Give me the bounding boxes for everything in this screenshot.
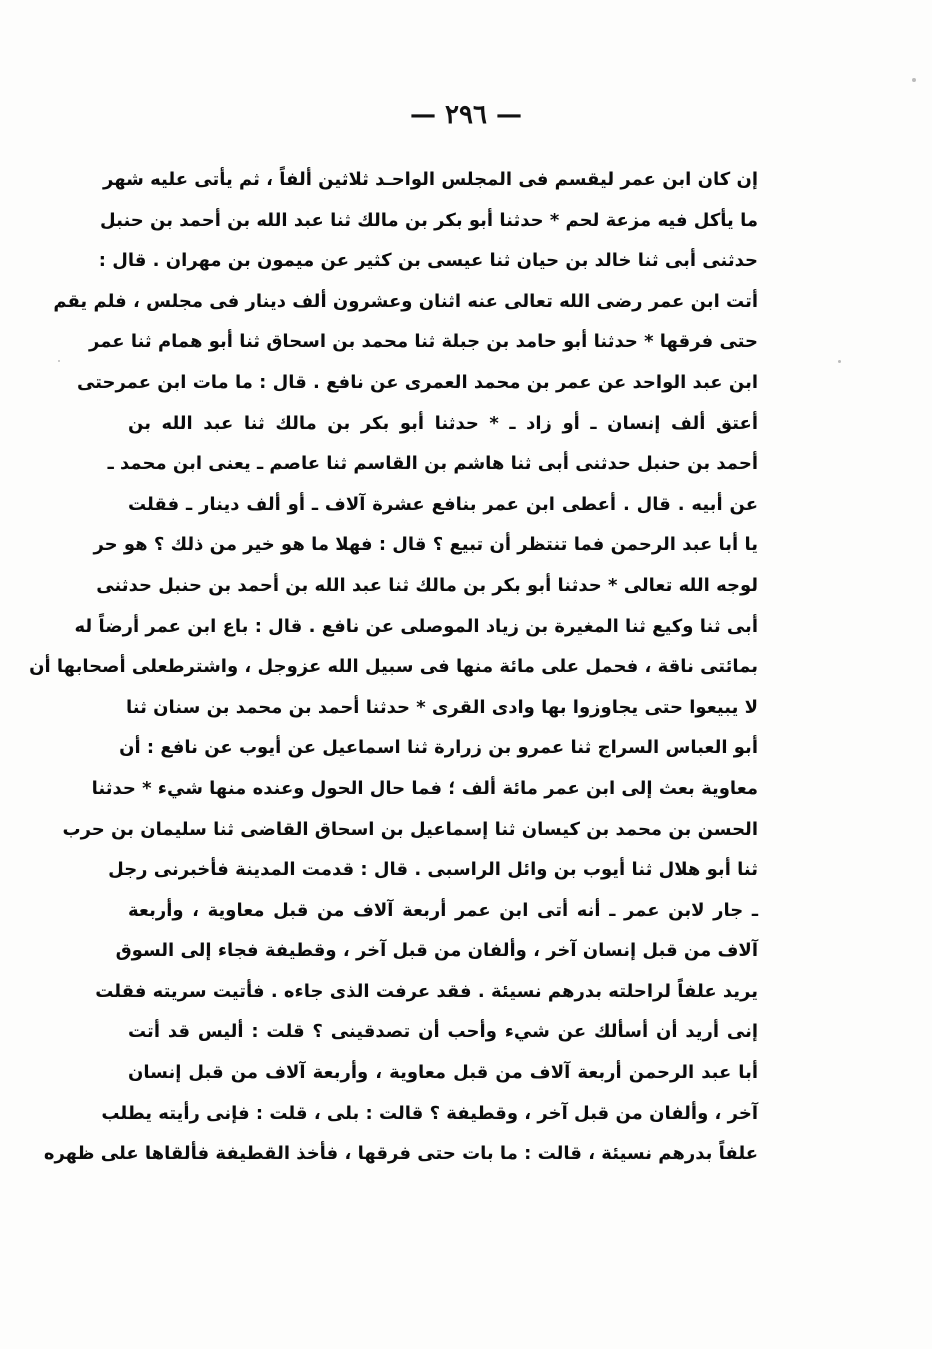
text-line: أحمد بن حنبل حدثنى أبى ثنا هاشم بن القاسم ثنا عاصم ـ يعنى ابن محمد ـ [107,453,758,475]
scan-speck [912,78,916,82]
page-number: — ٢٩٦ — [409,100,523,130]
text-line: معاوية بعث إلى ابن عمر مائة ألف ؛ فما حال الحول وعنده منها شيء * حدثنا [91,777,758,799]
page-body-text [29,160,758,1175]
text-line: ابن عبد الواحد عن عمر بن محمد العمرى عن نافع . قال : ما مات ابن عمرحتى [76,371,758,393]
text-line: لا يبيعوا حتى يجاوزوا بها وادى القرى * حدثنا أحمد بن محمد بن سنان ثنا [126,696,758,718]
text-line: آلاف من قبل إنسان آخر ، وألفان من قبل آخر ، وقطيفة فجاء إلى السوق [115,940,758,962]
text-line: أعتق ألف إنسان ـ أو زاد ـ * حدثنا أبو بكر بن مالك ثنا عبد الله بن [128,412,758,434]
text-line: حدثنى أبى ثنا خالد بن حيان ثنا عيسى بن كثير عن ميمون بن مهران . قال : [98,250,758,272]
text-line: أبو العباس السراج ثنا عمرو بن زرارة ثنا اسماعيل عن أيوب عن نافع : أن [119,737,758,759]
text-line: حتى فرقها * حدثنا أبو حامد بن جبلة ثنا محمد بن اسحاق ثنا أبو همام ثنا عمر [89,331,758,353]
text-line: آخر ، وألفان من قبل آخر ، وقطيفة ؟ قالت : بلى ، قلت : فإنى رأيته يطلب [101,1102,758,1124]
text-line: بمائتى ناقة ، فحمل على مائة منها فى سبيل الله عزوجل ، واشترطعلى أصحابها أن [29,656,758,678]
text-line: أبا عبد الرحمن أربعة آلاف من قبل معاوية ، وأربعة آلاف من قبل إنسان [128,1062,758,1084]
text-line: إنى أريد أن أسألك عن شيء وأحب أن تصدقينى ؟ قلت : أليس قد أتت [128,1021,758,1043]
text-line: يريد علفاً لراحلته بدرهم نسيئة . فقد عرفت الذى جاءه . فأتيت سريته فقلت [95,980,758,1002]
text-line: ما يأكل فيه مزعة لحم * حدثنا أبو بكر بن مالك ثنا عبد الله بن أحمد بن حنبل [100,209,758,231]
text-line: ثنا أبو هلال ثنا أيوب بن وائل الراسبى . قال : قدمت المدينة فأخبرنى رجل [108,859,758,881]
text-line: أبى ثنا وكيع ثنا المغيرة بن زياد الموصلى عن نافع . قال : باع ابن عمر أرضاً له [74,615,758,637]
text-line: لوجه الله تعالى * حدثنا أبو بكر بن مالك ثنا عبد الله بن أحمد بن حنبل حدثنى [96,574,758,596]
text-line: عن أبيه . قال . أعطى ابن عمر بنافع عشرة آلاف ـ أو ألف دينار ـ فقلت [128,493,758,515]
text-line: ـ جار لابن عمر ـ أنه أتى ابن عمر أربعة آلاف من قبل معاوية ، وأربعة [128,899,758,921]
text-line: إن كان ابن عمر ليقسم فى المجلس الواحـد ثلاثين ألفاً ، ثم يأتى عليه شهر [103,169,758,190]
scan-speck [838,360,841,363]
text-line: يا أبا عبد الرحمن فما تنتظر أن تبيع ؟ قال : فهلا ما هو خير من ذلك ؟ هو حر [93,534,758,556]
text-line: أتت ابن عمر رضى الله تعالى عنه اثنان وعشرون ألف دينار فى مجلس ، فلم يقم [53,290,758,312]
scan-speck [58,360,60,362]
text-line: الحسن بن محمد بن كيسان ثنا إسماعيل بن اسحاق القاضى ثنا سليمان بن حرب [62,818,758,840]
text-line: علفاً بدرهم نسيئة ، قالت : ما بات حتى فرقها ، فأخذ القطيفة فألقاها على ظهره [43,1143,758,1165]
